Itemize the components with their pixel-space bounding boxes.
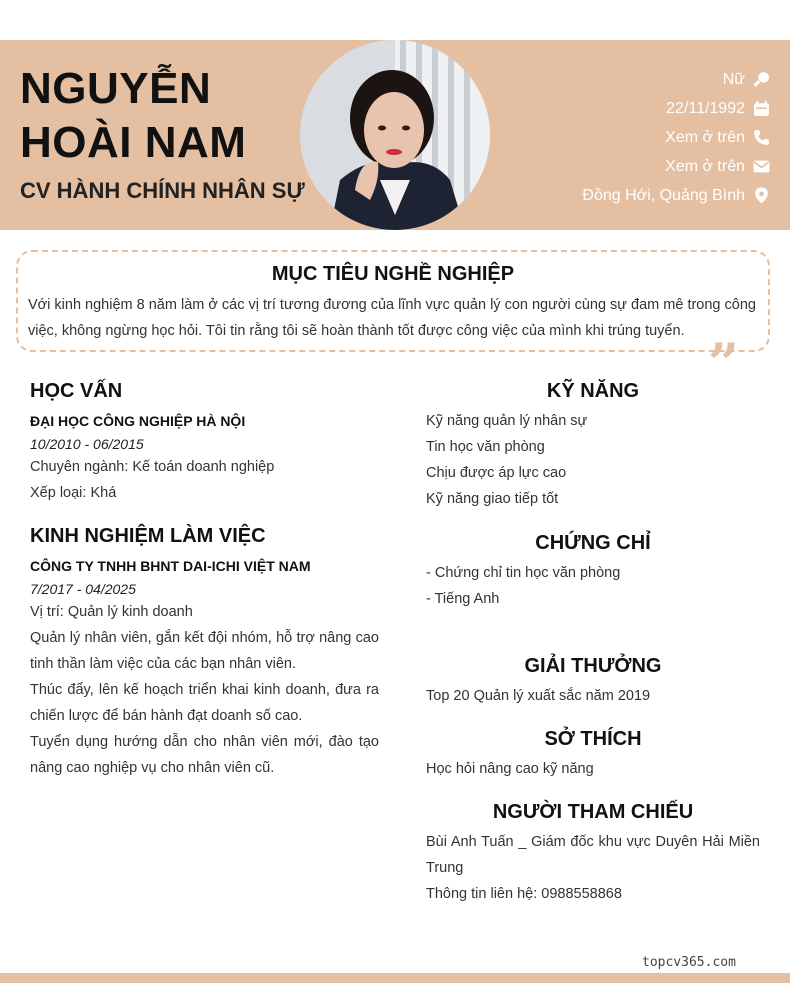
experience-period: 7/2017 - 04/2025 — [30, 581, 136, 597]
skills-title: KỸ NĂNG — [546, 380, 640, 402]
reference-person: Bùi Anh Tuấn _ Giám đốc khu vực Duyên Hải Miền Trung — [426, 834, 760, 876]
calendar-icon — [753, 100, 770, 117]
certificate-item: - Chứng chỉ tin học văn phòng — [426, 565, 621, 581]
awards-title: GIẢI THƯỞNG — [524, 655, 662, 677]
experience-company: CÔNG TY TNHH BHNT DAI-ICHI VIỆT NAM — [30, 558, 311, 574]
skill-item: Kỹ năng quản lý nhân sự — [426, 413, 588, 429]
phone-icon — [753, 129, 770, 146]
objective-text: Với kinh nghiệm 8 năm làm ở các vị trí tương đương của lĩnh vực quản lý con người cùng sự đam mê trong công việc, không ngừng học hỏi. Tôi tin rằng tôi sẽ hoàn thành tốt được công việc của mình khi trúng tuyển. — [28, 297, 756, 339]
experience-duty: Thúc đẩy, lên kế hoạch triển khai kinh doanh, đưa ra chiến lược để bán hành đạt doanh số cao. — [30, 682, 379, 724]
footer-bar — [0, 973, 790, 983]
award-item: Top 20 Quản lý xuất sắc năm 2019 — [426, 688, 651, 704]
education-title: HỌC VẤN — [30, 380, 123, 402]
reference-contact: Thông tin liên hệ: 0988558868 — [426, 886, 622, 902]
location-icon — [753, 187, 770, 204]
skill-item: Tin học văn phòng — [426, 439, 545, 455]
contact-list — [582, 65, 770, 210]
education-major: Chuyên ngành: Kế toán doanh nghiệp — [30, 459, 275, 475]
experience-duty: Tuyển dụng hướng dẫn cho nhân viên mới, đào tạo nâng cao nghiệp vụ cho nhân viên cũ. — [30, 734, 379, 776]
contact-birthday — [582, 94, 770, 123]
watermark: topcv365.com — [642, 955, 736, 970]
objective-title: MỤC TIÊU NGHỀ NGHIỆP — [271, 263, 515, 285]
hobbies-title: SỞ THÍCH — [544, 728, 642, 750]
left-column — [30, 378, 379, 781]
certificate-item: - Tiếng Anh — [426, 591, 500, 607]
experience-duty: Quản lý nhân viên, gắn kết đội nhóm, hỗ trợ nâng cao tinh thần làm việc của các bạn nhân viên. — [30, 630, 379, 672]
skill-item: Chịu được áp lực cao — [426, 465, 567, 481]
education-school: ĐẠI HỌC CÔNG NGHIỆP HÀ NỘI — [30, 413, 246, 429]
education-period: 10/2010 - 06/2015 — [30, 436, 144, 452]
references-title: NGƯỜI THAM CHIẾU — [492, 801, 694, 823]
header-band — [0, 40, 790, 230]
contact-gender — [582, 65, 770, 94]
profile-photo — [300, 40, 490, 230]
hobby-item: Học hỏi nâng cao kỹ năng — [426, 761, 594, 777]
contact-email — [582, 152, 770, 181]
address-text: Đồng Hới, Quảng Bình — [582, 186, 745, 204]
email-text: Xem ở trên — [665, 157, 745, 175]
contact-phone — [582, 123, 770, 152]
contact-address — [582, 181, 770, 210]
education-grade: Xếp loại: Khá — [30, 485, 117, 501]
birthday-text: 22/11/1992 — [666, 99, 745, 117]
candidate-name — [20, 62, 246, 170]
right-column — [426, 378, 760, 907]
gender-text: Nữ — [722, 70, 745, 88]
gender-icon — [753, 71, 770, 88]
career-objective — [16, 250, 770, 352]
skill-item: Kỹ năng giao tiếp tốt — [426, 491, 559, 507]
email-icon — [753, 158, 770, 175]
name-line-1: NGUYỄN — [20, 64, 212, 113]
experience-position: Vị trí: Quản lý kinh doanh — [30, 604, 193, 620]
quote-mark-icon: ” — [708, 331, 740, 395]
certificates-title: CHỨNG CHỈ — [535, 532, 651, 554]
job-title: CV HÀNH CHÍNH NHÂN SỰ — [20, 178, 305, 203]
phone-text: Xem ở trên — [665, 128, 745, 146]
experience-title: KINH NGHIỆM LÀM VIỆC — [30, 525, 266, 547]
name-line-2: HOÀI NAM — [20, 118, 247, 167]
